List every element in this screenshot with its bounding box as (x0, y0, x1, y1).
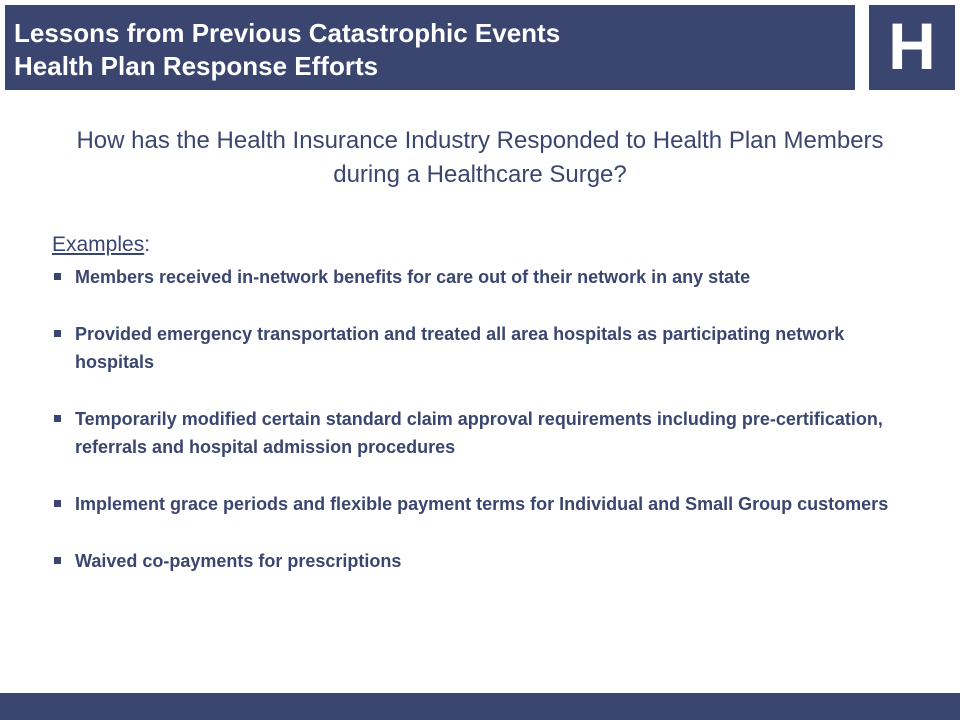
examples-colon: : (144, 233, 151, 256)
title-banner (5, 5, 855, 90)
list-item (52, 547, 912, 575)
list-item (52, 320, 912, 376)
list-item-text: Implement grace periods and flexible payment terms for Individual and Small Group customers (75, 494, 889, 514)
examples-heading (52, 232, 150, 258)
footer-bar (0, 693, 960, 720)
list-item-text: Waived co-payments for prescriptions (75, 551, 402, 571)
list-item-text: Members received in-network benefits for care out of their network in any state (75, 267, 751, 287)
square-bullet-icon (54, 500, 61, 507)
square-bullet-icon (54, 557, 61, 564)
examples-list (52, 263, 912, 604)
logo-letter: H (888, 8, 936, 83)
examples-label: Examples (52, 233, 145, 256)
list-item (52, 405, 912, 461)
slide-title: Lessons from Previous Catastrophic Events (14, 18, 561, 48)
list-item (52, 490, 912, 518)
slide-subtitle: Health Plan Response Efforts (14, 51, 379, 81)
square-bullet-icon (54, 273, 61, 280)
square-bullet-icon (54, 330, 61, 337)
question-text: How has the Health Insurance Industry Responded to Health Plan Members during a Healthcare Surge? (76, 127, 884, 188)
list-item-text: Temporarily modified certain standard claim approval requirements including pre-certification, referrals and hospital admission procedures (75, 409, 883, 457)
list-item (52, 263, 912, 291)
logo (869, 5, 955, 90)
list-item-text: Provided emergency transportation and treated all area hospitals as participating network hospitals (75, 324, 845, 372)
square-bullet-icon (54, 415, 61, 422)
